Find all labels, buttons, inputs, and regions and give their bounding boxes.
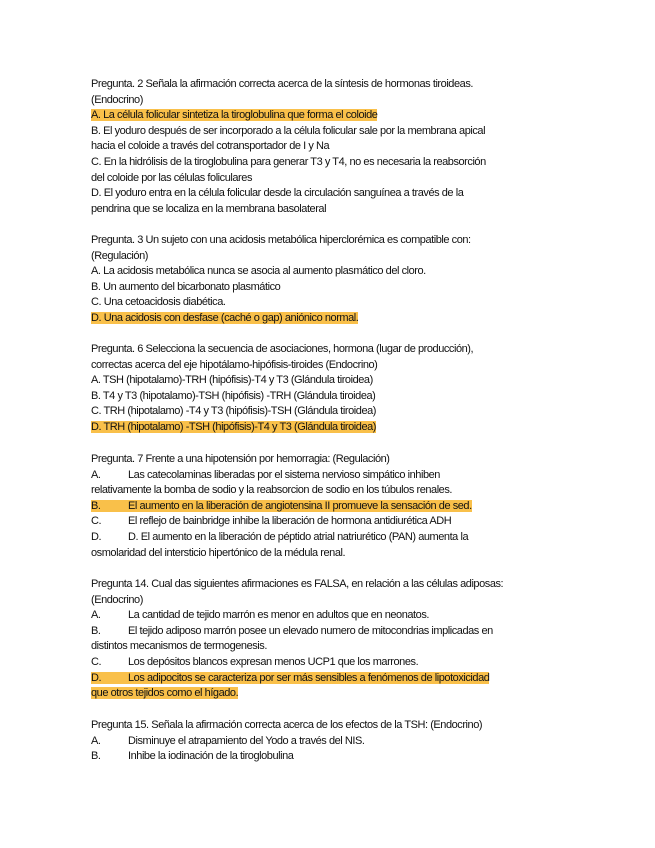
question-line xyxy=(91,452,571,468)
question-line xyxy=(91,718,571,734)
question-line xyxy=(91,468,571,484)
question-line xyxy=(91,686,571,702)
line-content xyxy=(91,484,452,496)
question-line xyxy=(91,671,571,687)
question-line xyxy=(91,749,571,765)
question-line xyxy=(91,530,571,546)
line-text: Los depósitos blancos expresan menos UCP1 que los marrones. xyxy=(128,655,419,668)
line-content xyxy=(91,265,426,277)
highlighted-answer xyxy=(91,421,376,433)
highlighted-answer xyxy=(91,109,377,121)
question-7 xyxy=(91,452,571,561)
question-line xyxy=(91,420,571,436)
line-text: Pregunta 14. Cual das siguientes afirmaciones es FALSA, en relación a las células adiposas: xyxy=(91,578,504,590)
line-content xyxy=(91,125,485,137)
option-label: B. xyxy=(91,750,101,763)
question-line xyxy=(91,233,571,249)
option-label: B. xyxy=(91,499,101,512)
line-text: La cantidad de tejido marrón es menor en adultos que en neonatos. xyxy=(128,609,429,622)
line-content xyxy=(91,735,364,747)
line-content xyxy=(91,250,148,262)
line-text: distintos mecanismos de termogenesis. xyxy=(91,640,267,653)
line-text: El reflejo de bainbridge inhibe la liberación de hormona antidiurética ADH xyxy=(128,515,452,528)
line-content xyxy=(91,140,329,152)
line-text: El aumento en la liberación de angiotensina II promueve la sensación de sed. xyxy=(128,499,472,512)
line-text: Pregunta. 3 Un sujeto con una acidosis metabólica hiperclorémica es compatible con: xyxy=(91,234,471,246)
question-line xyxy=(91,124,571,140)
question-line xyxy=(91,624,571,640)
line-content xyxy=(91,453,390,465)
question-line xyxy=(91,404,571,420)
question-14 xyxy=(91,577,571,702)
question-line xyxy=(91,264,571,280)
question-line xyxy=(91,358,571,374)
question-line xyxy=(91,373,571,389)
question-line xyxy=(91,202,571,218)
question-line xyxy=(91,342,571,358)
line-text: A. La célula folicular sintetiza la tiroglobulina que forma el coloide xyxy=(91,109,378,122)
highlighted-answer xyxy=(91,687,238,699)
line-content xyxy=(91,359,377,371)
line-text: Pregunta. 7 Frente a una hipotensión por hemorragia: (Regulación) xyxy=(91,453,390,465)
option-label: A. xyxy=(91,468,101,481)
question-3 xyxy=(91,233,571,327)
line-content xyxy=(91,594,143,606)
question-line xyxy=(91,514,571,530)
line-content xyxy=(91,343,473,355)
line-content xyxy=(91,719,482,731)
line-text: Las catecolaminas liberadas por el sistema nervioso simpático inhiben xyxy=(128,468,440,481)
line-content xyxy=(91,203,326,215)
question-line xyxy=(91,593,571,609)
question-line xyxy=(91,108,571,124)
highlighted-answer xyxy=(91,312,358,324)
line-content xyxy=(91,390,375,402)
highlighted-answer xyxy=(91,672,489,684)
question-line xyxy=(91,77,571,93)
question-line xyxy=(91,655,571,671)
option-label: C. xyxy=(91,655,102,668)
line-text: C. Una cetoacidosis diabética. xyxy=(91,296,226,309)
line-text: Pregunta. 6 Selecciona la secuencia de asociaciones, hormona (lugar de producción), xyxy=(91,343,474,355)
question-line xyxy=(91,608,571,624)
line-text: B. Un aumento del bicarbonato plasmático xyxy=(91,280,281,293)
option-label: A. xyxy=(91,734,101,747)
line-content xyxy=(91,625,493,637)
line-content xyxy=(91,750,293,762)
line-content xyxy=(91,172,252,184)
line-text: (Regulación) xyxy=(91,249,148,262)
question-line xyxy=(91,155,571,171)
option-label: B. xyxy=(91,624,101,637)
line-text: hacia el coloide a través del cotransportador de I y Na xyxy=(91,140,330,153)
line-content xyxy=(91,234,471,246)
line-text: Los adipocitos se caracteriza por ser más sensibles a fenómenos de lipotoxicidad xyxy=(128,671,490,684)
line-text: El tejido adiposo marrón posee un elevado numero de mitocondrias implicadas en xyxy=(128,624,493,637)
line-text: Inhibe la iodinación de la tiroglobulina xyxy=(128,750,294,763)
question-2 xyxy=(91,77,571,217)
line-content xyxy=(91,374,373,386)
highlighted-answer xyxy=(91,500,472,512)
line-text: B. T4 y T3 (hipotalamo)-TSH (hipófisis) -TRH (Glándula tiroidea) xyxy=(91,389,376,402)
question-line xyxy=(91,311,571,327)
line-text: B. El yoduro después de ser incorporado a la célula folicular sale por la membrana apical xyxy=(91,124,486,137)
question-6 xyxy=(91,342,571,436)
question-line xyxy=(91,389,571,405)
line-text: D. El aumento en la liberación de péptido atrial natriurético (PAN) aumenta la xyxy=(128,530,469,543)
option-label: D. xyxy=(91,530,102,543)
line-text: del coloide por las células foliculares xyxy=(91,171,252,184)
question-line xyxy=(91,280,571,296)
option-label: D. xyxy=(91,671,102,684)
line-content xyxy=(91,547,345,559)
line-content xyxy=(91,515,451,527)
question-line xyxy=(91,483,571,499)
line-content xyxy=(91,94,143,106)
line-text: Pregunta. 2 Señala la afirmación correcta acerca de la síntesis de hormonas tiroideas. xyxy=(91,78,473,90)
line-content xyxy=(91,640,267,652)
line-text: relativamente la bomba de sodio y la reabsorcion de sodio en los túbulos renales. xyxy=(91,484,453,497)
line-content xyxy=(91,656,418,668)
line-content xyxy=(91,405,376,417)
line-text: Disminuye el atrapamiento del Yodo a través del NIS. xyxy=(128,734,365,747)
line-text: D. TRH (hipotalamo) -TSH (hipófisis)-T4 y T3 (Glándula tiroidea) xyxy=(91,420,377,433)
line-text: A. TSH (hipotalamo)-TRH (hipófisis)-T4 y T3 (Glándula tiroidea) xyxy=(91,374,373,387)
line-text: (Endocrino) xyxy=(91,593,143,606)
question-line xyxy=(91,186,571,202)
line-content xyxy=(91,281,280,293)
question-line xyxy=(91,93,571,109)
line-text: osmolaridad del intersticio hipertónico de la médula renal. xyxy=(91,546,346,559)
option-label: A. xyxy=(91,609,101,622)
question-line xyxy=(91,295,571,311)
question-line xyxy=(91,639,571,655)
question-line xyxy=(91,499,571,515)
line-text: D. Una acidosis con desfase (caché o gap) aniónico normal. xyxy=(91,311,359,324)
line-text: C. TRH (hipotalamo) -T4 y T3 (hipófisis)-TSH (Glándula tiroidea) xyxy=(91,405,377,418)
line-content xyxy=(91,609,429,621)
line-content xyxy=(91,469,440,481)
question-line xyxy=(91,546,571,562)
question-line xyxy=(91,577,571,593)
line-content xyxy=(91,578,503,590)
line-text: correctas acerca del eje hipotálamo-hipófisis-tiroides (Endocrino) xyxy=(91,358,378,371)
question-line xyxy=(91,249,571,265)
line-text: C. En la hidrólisis de la tiroglobulina para generar T3 y T4, no es necesaria la reabsorción xyxy=(91,155,486,168)
line-content xyxy=(91,296,225,308)
line-text: Pregunta 15. Señala la afirmación correcta acerca de los efectos de la TSH: (Endocrino) xyxy=(91,719,483,731)
question-line xyxy=(91,171,571,187)
line-content xyxy=(91,531,468,543)
option-label: C. xyxy=(91,515,102,528)
line-text: (Endocrino) xyxy=(91,93,143,106)
line-content xyxy=(91,187,463,199)
line-text: que otros tejidos como el hígado. xyxy=(91,687,239,700)
line-text: D. El yoduro entra en la célula folicular desde la circulación sanguínea a través de la xyxy=(91,187,464,200)
line-content xyxy=(91,78,473,90)
line-content xyxy=(91,156,486,168)
line-text: A. La acidosis metabólica nunca se asocia al aumento plasmático del cloro. xyxy=(91,265,426,278)
question-line xyxy=(91,734,571,750)
line-text: pendrina que se localiza en la membrana basolateral xyxy=(91,202,327,215)
question-15 xyxy=(91,718,571,765)
question-line xyxy=(91,139,571,155)
